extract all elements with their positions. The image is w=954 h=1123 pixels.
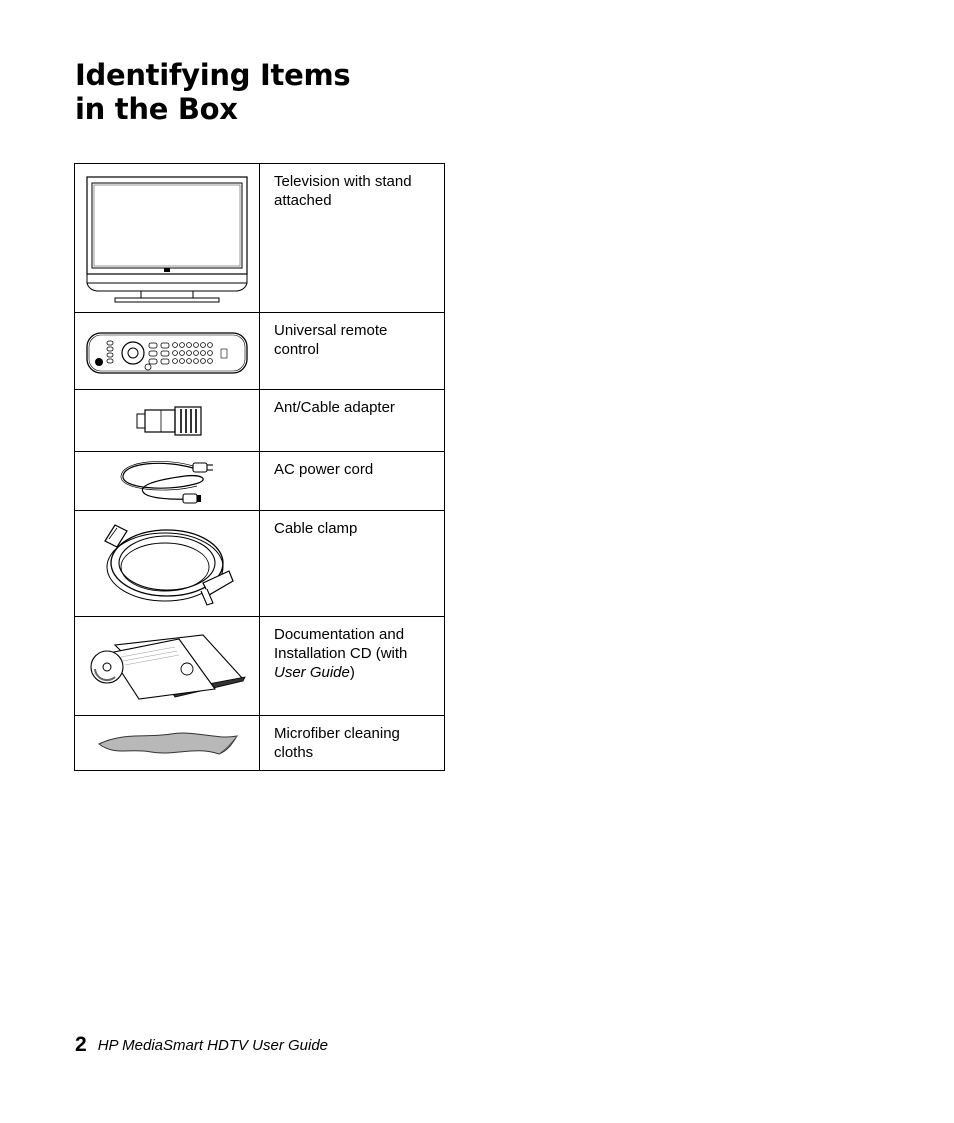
- cable-clamp-icon: [75, 511, 259, 616]
- cleaning-cloth-icon: [75, 716, 259, 770]
- table-row: [75, 313, 445, 390]
- page-title: [75, 58, 350, 126]
- item-description: Television with stand attached: [260, 164, 445, 313]
- item-image-cell: [75, 617, 260, 716]
- items-in-box-table: [74, 163, 445, 771]
- table-row: [75, 511, 445, 617]
- item-description: Universal remote control: [260, 313, 445, 390]
- table-row: [75, 390, 445, 452]
- table-row: [75, 452, 445, 511]
- item-image-cell: [75, 452, 260, 511]
- table-row: [75, 716, 445, 771]
- item-description: Documentation and Installation CD (with User Guide): [260, 617, 445, 716]
- item-description: Microfiber cleaning cloths: [260, 716, 445, 771]
- documentation-cd-icon: [75, 617, 259, 715]
- power-cord-icon: [75, 452, 259, 510]
- item-image-cell: [75, 313, 260, 390]
- page-title-line-1: Identifying Items: [75, 58, 351, 92]
- page-title-line-2: in the Box: [75, 92, 238, 126]
- item-image-cell: [75, 716, 260, 771]
- remote-control-icon: [75, 313, 259, 389]
- item-description: Ant/Cable adapter: [260, 390, 445, 452]
- item-image-cell: [75, 390, 260, 452]
- page-number: 2: [75, 1033, 87, 1056]
- footer-title: HP MediaSmart HDTV User Guide: [97, 1037, 329, 1054]
- table-row: [75, 617, 445, 716]
- item-image-cell: [75, 511, 260, 617]
- item-description: AC power cord: [260, 452, 445, 511]
- page-footer: [75, 1034, 328, 1057]
- item-description: Cable clamp: [260, 511, 445, 617]
- cable-adapter-icon: [75, 390, 259, 451]
- item-image-cell: [75, 164, 260, 313]
- table-row: [75, 164, 445, 313]
- television-icon: [75, 164, 259, 312]
